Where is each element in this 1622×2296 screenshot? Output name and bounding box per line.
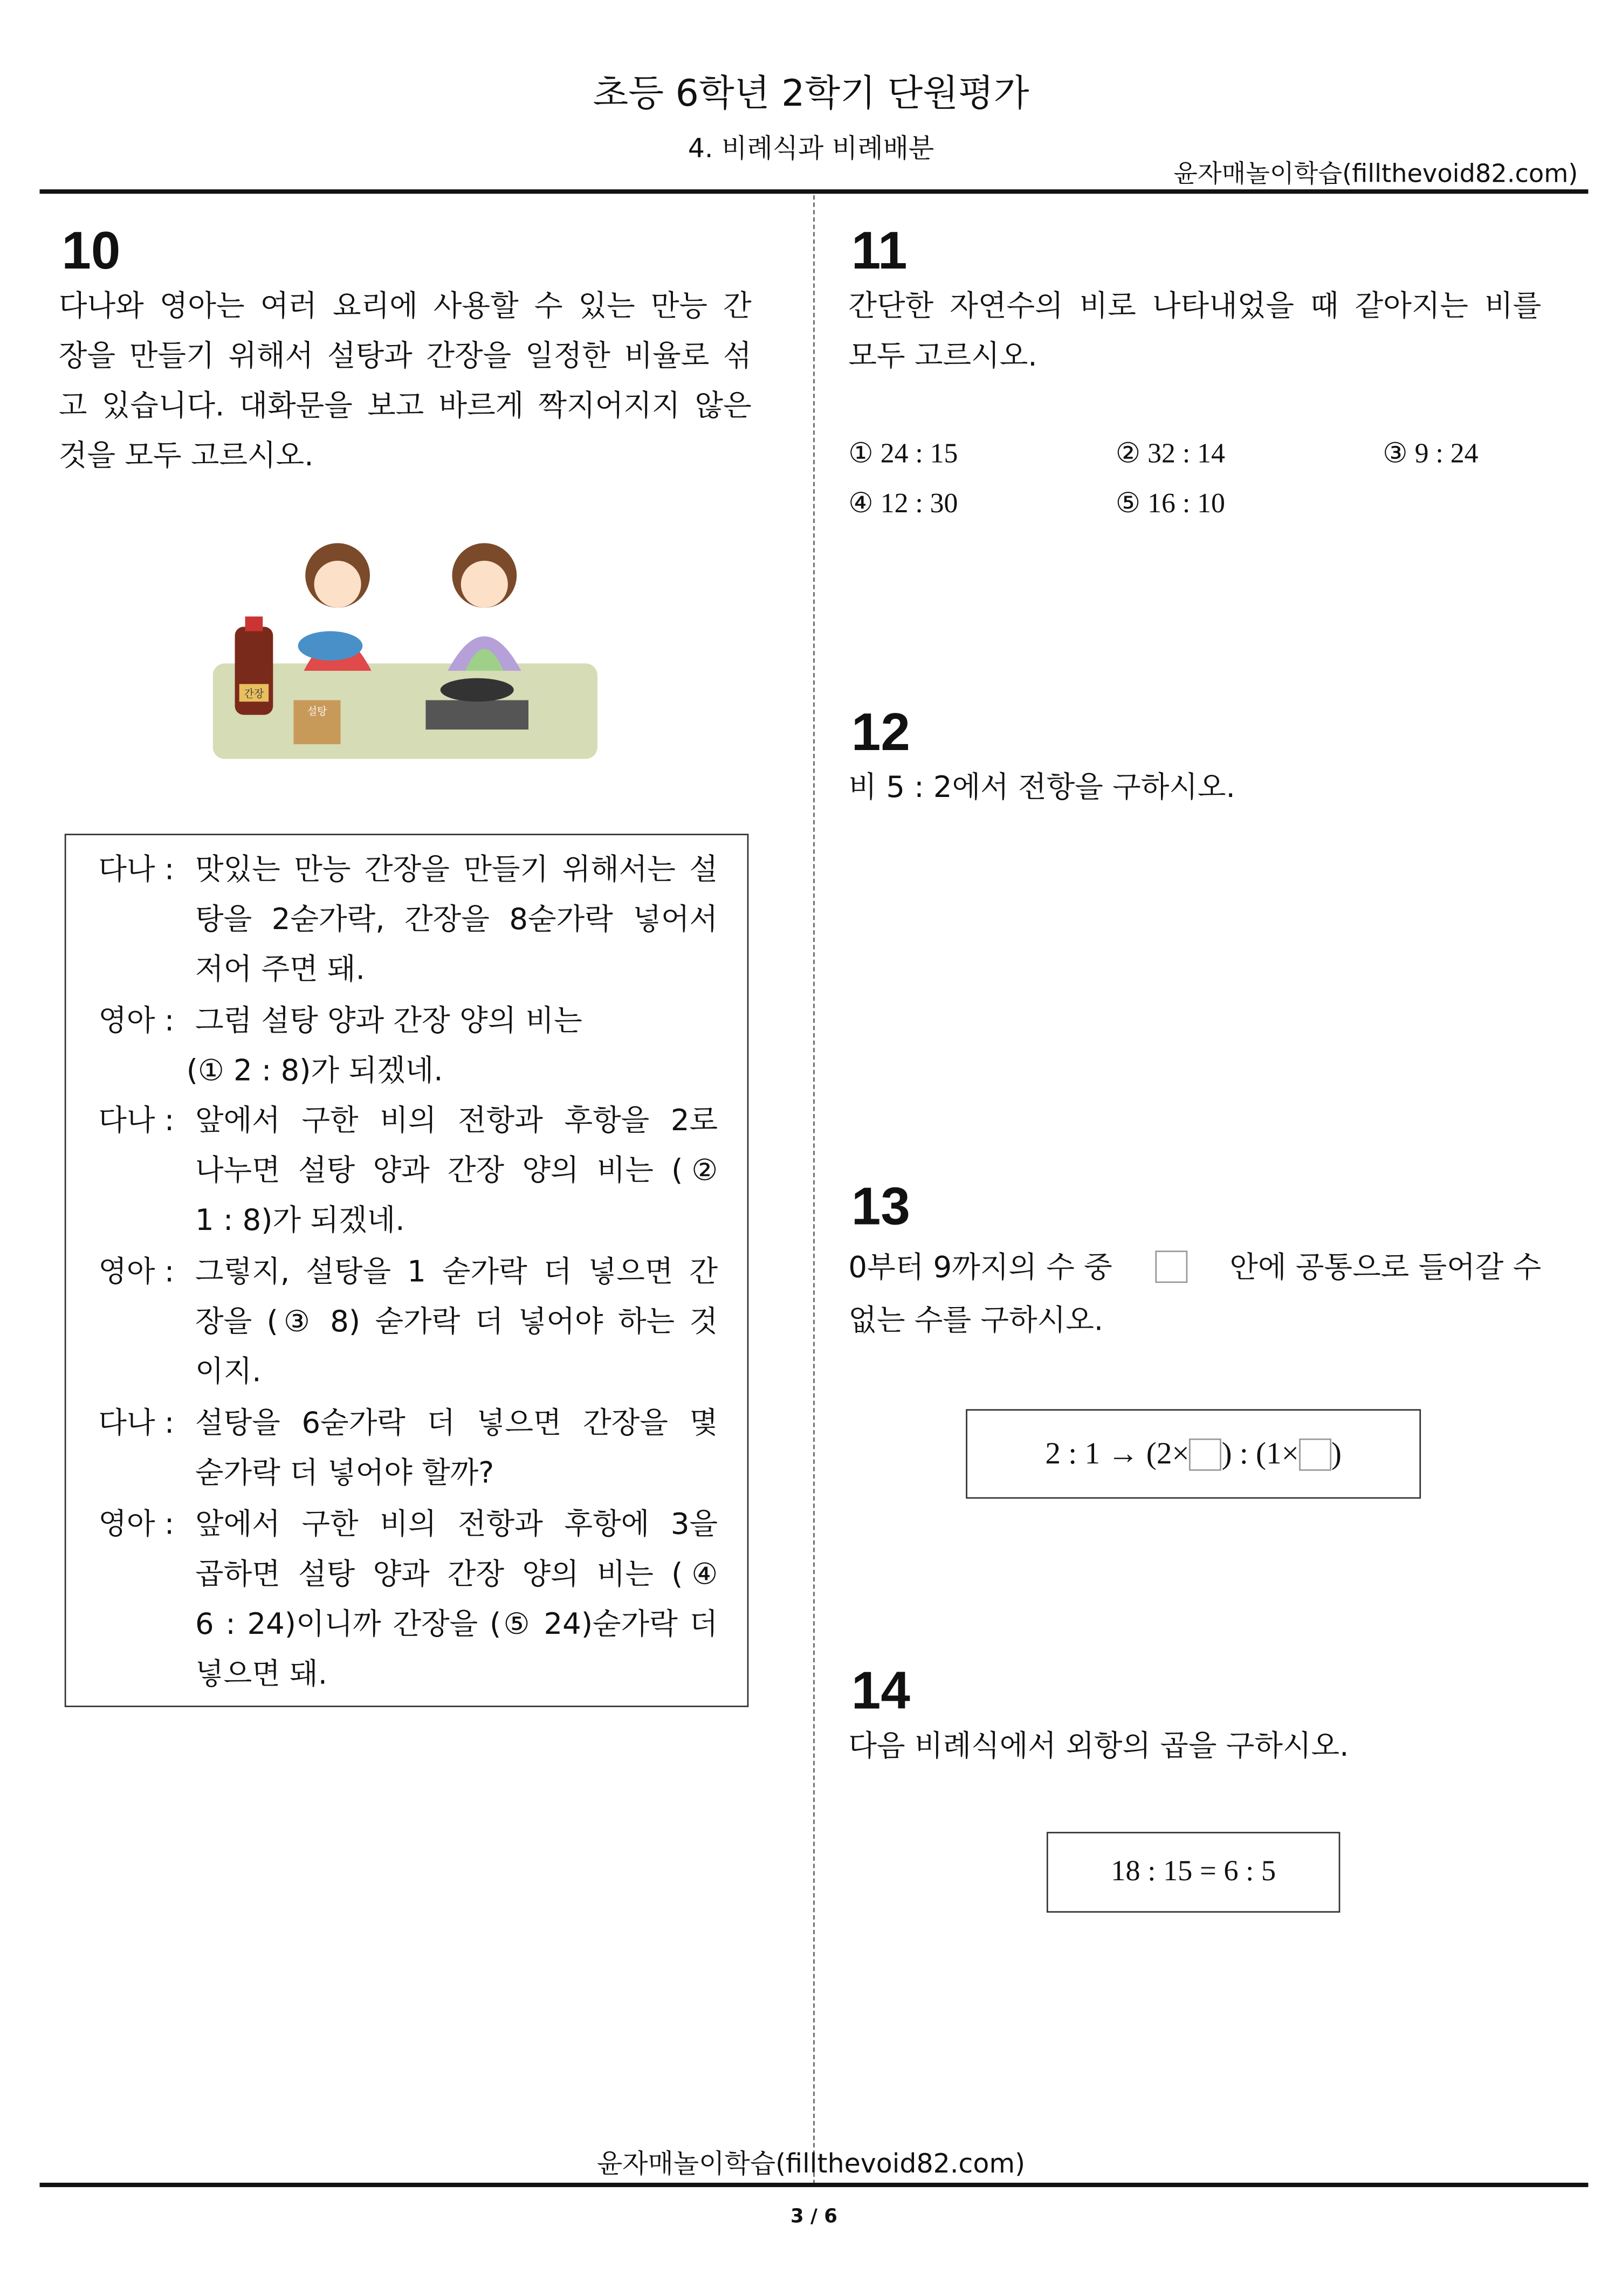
speaker: 다나 : xyxy=(98,851,175,887)
speaker: 영아 : xyxy=(98,1506,175,1542)
blank-box xyxy=(1299,1438,1331,1470)
speaker: 영아 : xyxy=(98,1002,175,1038)
dialogue-line: 맛있는 만능 간장을 만들기 위해서는 설 xyxy=(195,851,718,887)
question-number-14: 14 xyxy=(851,1660,910,1721)
text-line: 다나와 영아는 여러 요리에 사용할 수 있는 만능 간 xyxy=(58,287,752,323)
option-5[interactable]: ⑤ 16 : 10 xyxy=(1115,489,1225,520)
footer-brand: 윤자매놀이학습(fillthevoid82.com) xyxy=(596,2149,1026,2180)
question-number-12: 12 xyxy=(851,702,910,762)
dialogue-line: 설탕을 6숟가락 더 넣으면 간장을 몇 xyxy=(195,1405,718,1440)
question-10-text xyxy=(59,280,752,480)
soy-label: 간장 xyxy=(244,688,264,700)
question-13-text-line2: 없는 수를 구하시오. xyxy=(848,1302,1104,1337)
dialogue-line: (① 2 : 8)가 되겠네. xyxy=(186,1052,443,1088)
expr-part: ) : (1× xyxy=(1221,1435,1299,1471)
page-subtitle: 4. 비례식과 비례배분 xyxy=(688,133,934,164)
dialogue-line: 넣으면 돼. xyxy=(195,1655,328,1691)
text-line: 간단한 자연수의 비로 나타내었을 때 같아지는 비를 xyxy=(848,287,1542,323)
text-line: 모두 고르시오. xyxy=(848,338,1037,373)
text-segment: 안에 공통으로 들어갈 수 xyxy=(1229,1249,1542,1284)
question-12-text: 비 5 : 2에서 전항을 구하시오. xyxy=(848,769,1235,805)
dialogue-line: 숟가락 더 넣어야 할까? xyxy=(195,1454,494,1490)
dialogue-line: 앞에서 구한 비의 전항과 후항에 3을 xyxy=(195,1506,718,1542)
dialogue-line: 나누면 설탕 양과 간장 양의 비는 (② xyxy=(195,1152,718,1188)
header-divider xyxy=(39,189,1588,194)
text-line: 장을 만들기 위해서 설탕과 간장을 일정한 비율로 섞 xyxy=(58,338,752,373)
blank-box xyxy=(1155,1250,1187,1283)
speaker: 다나 : xyxy=(98,1405,175,1440)
expr-part: ) xyxy=(1331,1435,1342,1471)
dialogue-line: 장을 (③ 8) 숟가락 더 넣어야 하는 것 xyxy=(195,1303,718,1339)
question-13-text xyxy=(848,1242,1541,1292)
page-number: 3 / 6 xyxy=(791,2206,837,2229)
question-number-11: 11 xyxy=(851,220,908,280)
speaker: 영아 : xyxy=(98,1253,175,1289)
ratio-expression-box xyxy=(966,1409,1421,1498)
footer-divider xyxy=(39,2183,1588,2187)
dialogue-line: 그럼 설탕 양과 간장 양의 비는 xyxy=(195,1002,582,1038)
text-line: 것을 모두 고르시오. xyxy=(58,437,314,473)
column-divider xyxy=(813,195,815,2184)
dialogue-line: 1 : 8)가 되겠네. xyxy=(195,1202,405,1238)
dialogue-line: 앞에서 구한 비의 전항과 후항을 2로 xyxy=(195,1102,718,1138)
dialogue-line: 이지. xyxy=(195,1353,262,1389)
dialogue-line: 곱하면 설탕 양과 간장 양의 비는 (④ xyxy=(195,1556,718,1591)
header-brand: 윤자매놀이학습(fillthevoid82.com) xyxy=(1173,160,1578,190)
dialogue-box xyxy=(65,834,749,1707)
option-2[interactable]: ② 32 : 14 xyxy=(1115,438,1225,470)
expr-part: 2 : 1 → (2× xyxy=(1045,1435,1190,1471)
proportion-box: 18 : 15 = 6 : 5 xyxy=(1047,1832,1340,1913)
dialogue-line: 저어 주면 돼. xyxy=(195,951,365,987)
dialogue-line: 탕을 2숟가락, 간장을 8숟가락 넣어서 xyxy=(195,901,718,937)
question-number-13: 13 xyxy=(851,1176,910,1236)
cooking-illustration xyxy=(213,531,602,763)
sugar-label: 설탕 xyxy=(307,705,327,718)
option-3[interactable]: ③ 9 : 24 xyxy=(1383,438,1479,470)
question-number-10: 10 xyxy=(61,220,121,280)
text-segment: 0부터 9까지의 수 중 xyxy=(848,1249,1112,1284)
option-1[interactable]: ① 24 : 15 xyxy=(848,438,958,470)
question-11-text xyxy=(848,280,1541,380)
text-line: 고 있습니다. 대화문을 보고 바르게 짝지어지지 않은 xyxy=(58,387,752,423)
option-4[interactable]: ④ 12 : 30 xyxy=(848,489,958,520)
dialogue-line: 그렇지, 설탕을 1 숟가락 더 넣으면 간 xyxy=(195,1253,718,1289)
page-title: 초등 6학년 2학기 단원평가 xyxy=(593,72,1029,115)
speaker: 다나 : xyxy=(98,1102,175,1138)
dialogue-line: 6 : 24)이니까 간장을 (⑤ 24)숟가락 더 xyxy=(195,1606,718,1641)
blank-box xyxy=(1190,1438,1222,1470)
question-14-text: 다음 비례식에서 외항의 곱을 구하시오. xyxy=(848,1728,1349,1763)
